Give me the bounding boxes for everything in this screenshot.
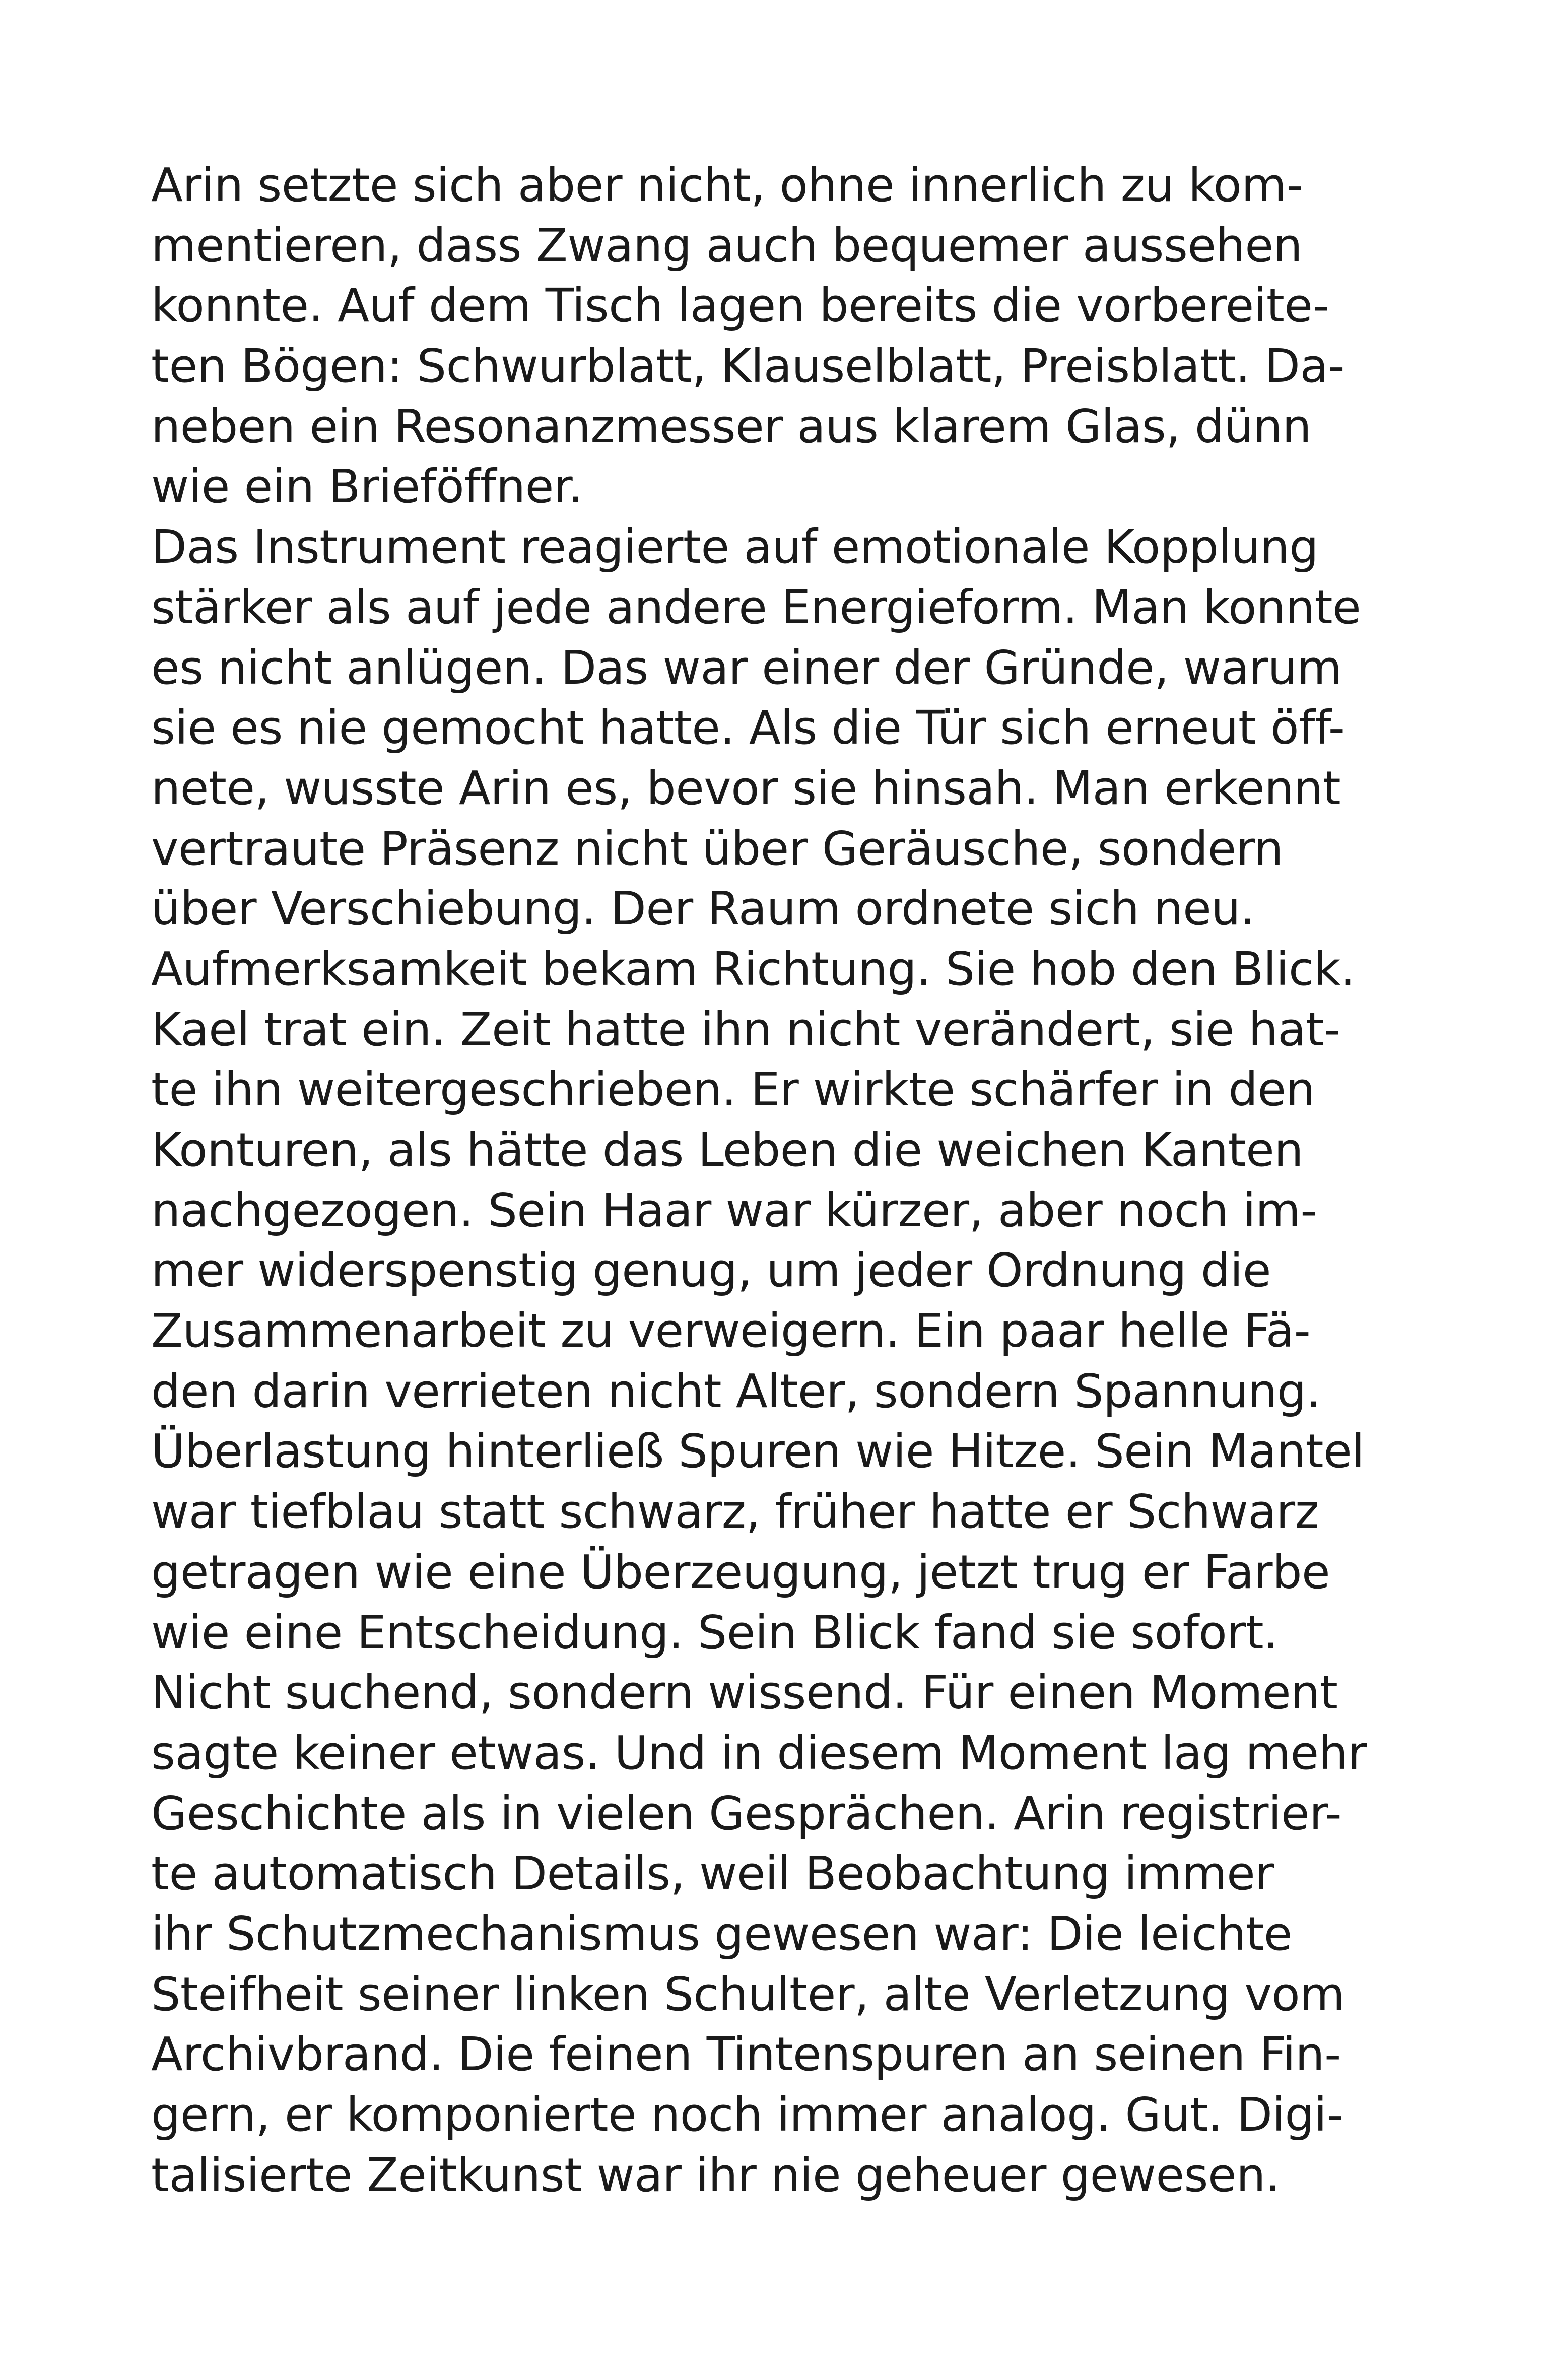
text-line: Archivbrand. Die feinen Tintenspuren an seinen Fin-	[151, 2027, 1341, 2082]
text-line: mentieren, dass Zwang auch bequemer aussehen	[151, 218, 1303, 273]
text-line: te automatisch Details, weil Beobachtung immer	[151, 1846, 1274, 1901]
text-line: Arin setzte sich aber nicht, ohne innerlich zu kom-	[151, 158, 1303, 212]
text-line: konnte. Auf dem Tisch lagen bereits die vorbereite-	[151, 279, 1329, 333]
text-line: ihr Schutzmechanismus gewesen war: Die leichte	[151, 1906, 1292, 1961]
body-text	[151, 155, 1400, 2205]
text-line: wie eine Entscheidung. Sein Blick fand sie sofort.	[151, 1605, 1278, 1660]
text-line: Kael trat ein. Zeit hatte ihn nicht verändert, sie hat-	[151, 1002, 1340, 1056]
text-line: stärker als auf jede andere Energieform. Man konnte	[151, 580, 1361, 634]
text-line: Nicht suchend, sondern wissend. Für einen Moment	[151, 1666, 1338, 1720]
text-line: sagte keiner etwas. Und in diesem Moment lag mehr	[151, 1726, 1367, 1780]
text-line: war tiefblau statt schwarz, früher hatte er Schwarz	[151, 1485, 1319, 1539]
text-line: mer widerspenstig genug, um jeder Ordnung die	[151, 1243, 1271, 1298]
text-line: Das Instrument reagierte auf emotionale Kopplung	[151, 520, 1319, 574]
text-line: es nicht anlügen. Das war einer der Gründe, warum	[151, 640, 1342, 695]
text-line: talisierte Zeitkunst war ihr nie geheuer gewesen.	[151, 2148, 1280, 2202]
text-line: Konturen, als hätte das Leben die weichen Kanten	[151, 1123, 1304, 1177]
text-line: Aufmerksamkeit bekam Richtung. Sie hob den Blick.	[151, 942, 1355, 996]
text-line: gern, er komponierte noch immer analog. Gut. Digi-	[151, 2088, 1343, 2142]
text-line: sie es nie gemocht hatte. Als die Tür sich erneut öff-	[151, 701, 1345, 755]
text-line: wie ein Brieföffner.	[151, 459, 583, 514]
text-line: vertraute Präsenz nicht über Geräusche, sondern	[151, 821, 1284, 876]
text-line: ten Bögen: Schwurblatt, Klauselblatt, Preisblatt. Da-	[151, 339, 1345, 393]
text-line: nete, wusste Arin es, bevor sie hinsah. Man erkennt	[151, 761, 1341, 815]
text-line: den darin verrieten nicht Alter, sondern Spannung.	[151, 1364, 1321, 1418]
text-line: Zusammenarbeit zu verweigern. Ein paar helle Fä-	[151, 1304, 1311, 1358]
text-line: Steifheit seiner linken Schulter, alte Verletzung vom	[151, 1967, 1345, 2021]
text-line: te ihn weitergeschrieben. Er wirkte schärfer in den	[151, 1063, 1315, 1117]
text-line: Überlastung hinterließ Spuren wie Hitze. Sein Mantel	[151, 1424, 1365, 1479]
text-line: neben ein Resonanzmesser aus klarem Glas, dünn	[151, 399, 1312, 453]
text-line: über Verschiebung. Der Raum ordnete sich neu.	[151, 882, 1255, 936]
text-line: Geschichte als in vielen Gesprächen. Arin registrier-	[151, 1786, 1342, 1840]
text-line: getragen wie eine Überzeugung, jetzt trug er Farbe	[151, 1545, 1330, 1599]
text-line: nachgezogen. Sein Haar war kürzer, aber noch im-	[151, 1183, 1317, 1237]
